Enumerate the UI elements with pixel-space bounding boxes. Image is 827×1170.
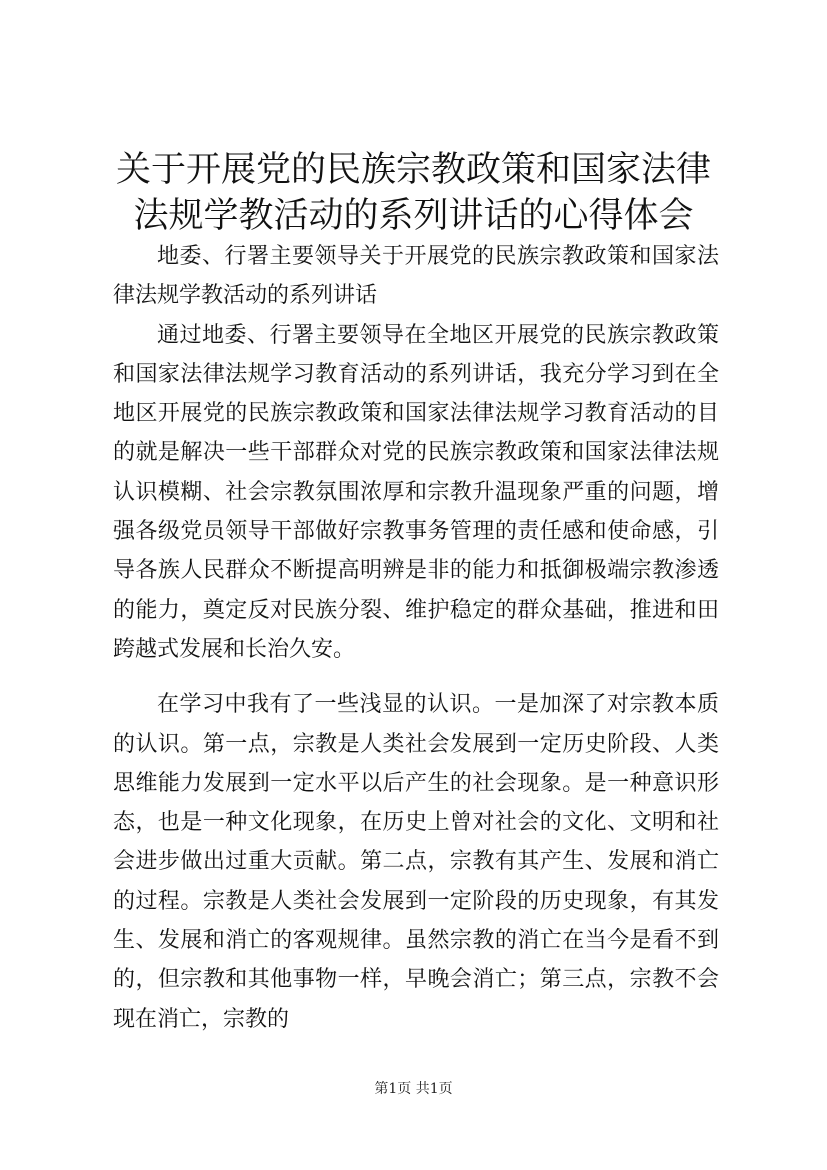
document-body [113, 237, 719, 1039]
paragraph-2: 在学习中我有了一些浅显的认识。一是加深了对宗教本质的认识。第一点，宗教是人类社会发展到一定历史阶段、人类思维能力发展到一定水平以后产生的社会现象。是一种意识形态，也是一种文化现象，在历史上曾对社会的文化、文明和社会进步做出过重大贡献。第二点，宗教有其产生、发展和消亡的过程。宗教是人类社会发展到一定阶段的历史现象，有其发生、发展和消亡的客观规律。虽然宗教的消亡在当今是看不到的，但宗教和其他事物一样，早晚会消亡；第三点，宗教不会现在消亡，宗教的 [113, 692, 719, 1032]
paragraph-1: 通过地委、行署主要领导在全地区开展党的民族宗教政策和国家法律法规学习教育活动的系列讲话，我充分学习到在全地区开展党的民族宗教政策和国家法律法规学习教育活动的目的就是解决一些干部群众对党的民族宗教政策和国家法律法规认识模糊、社会宗教氛围浓厚和宗教升温现象严重的问题，增强各级党员领导干部做好宗教事务管理的责任感和使命感，引导各族人民群众不断提高明辨是非的能力和抵御极端宗教渗透的能力，奠定反对民族分裂、维护稳定的群众基础，推进和田跨越式发展和长治久安。 [113, 322, 719, 662]
document-title: 关于开展党的民族宗教政策和国家法律法规学教活动的系列讲话的心得体会 [115, 150, 711, 236]
page-number-footer: 第1页 共1页 [374, 1081, 453, 1097]
paragraph-subtitle: 地委、行署主要领导关于开展党的民族宗教政策和国家法律法规学教活动的系列讲话 [113, 244, 719, 309]
